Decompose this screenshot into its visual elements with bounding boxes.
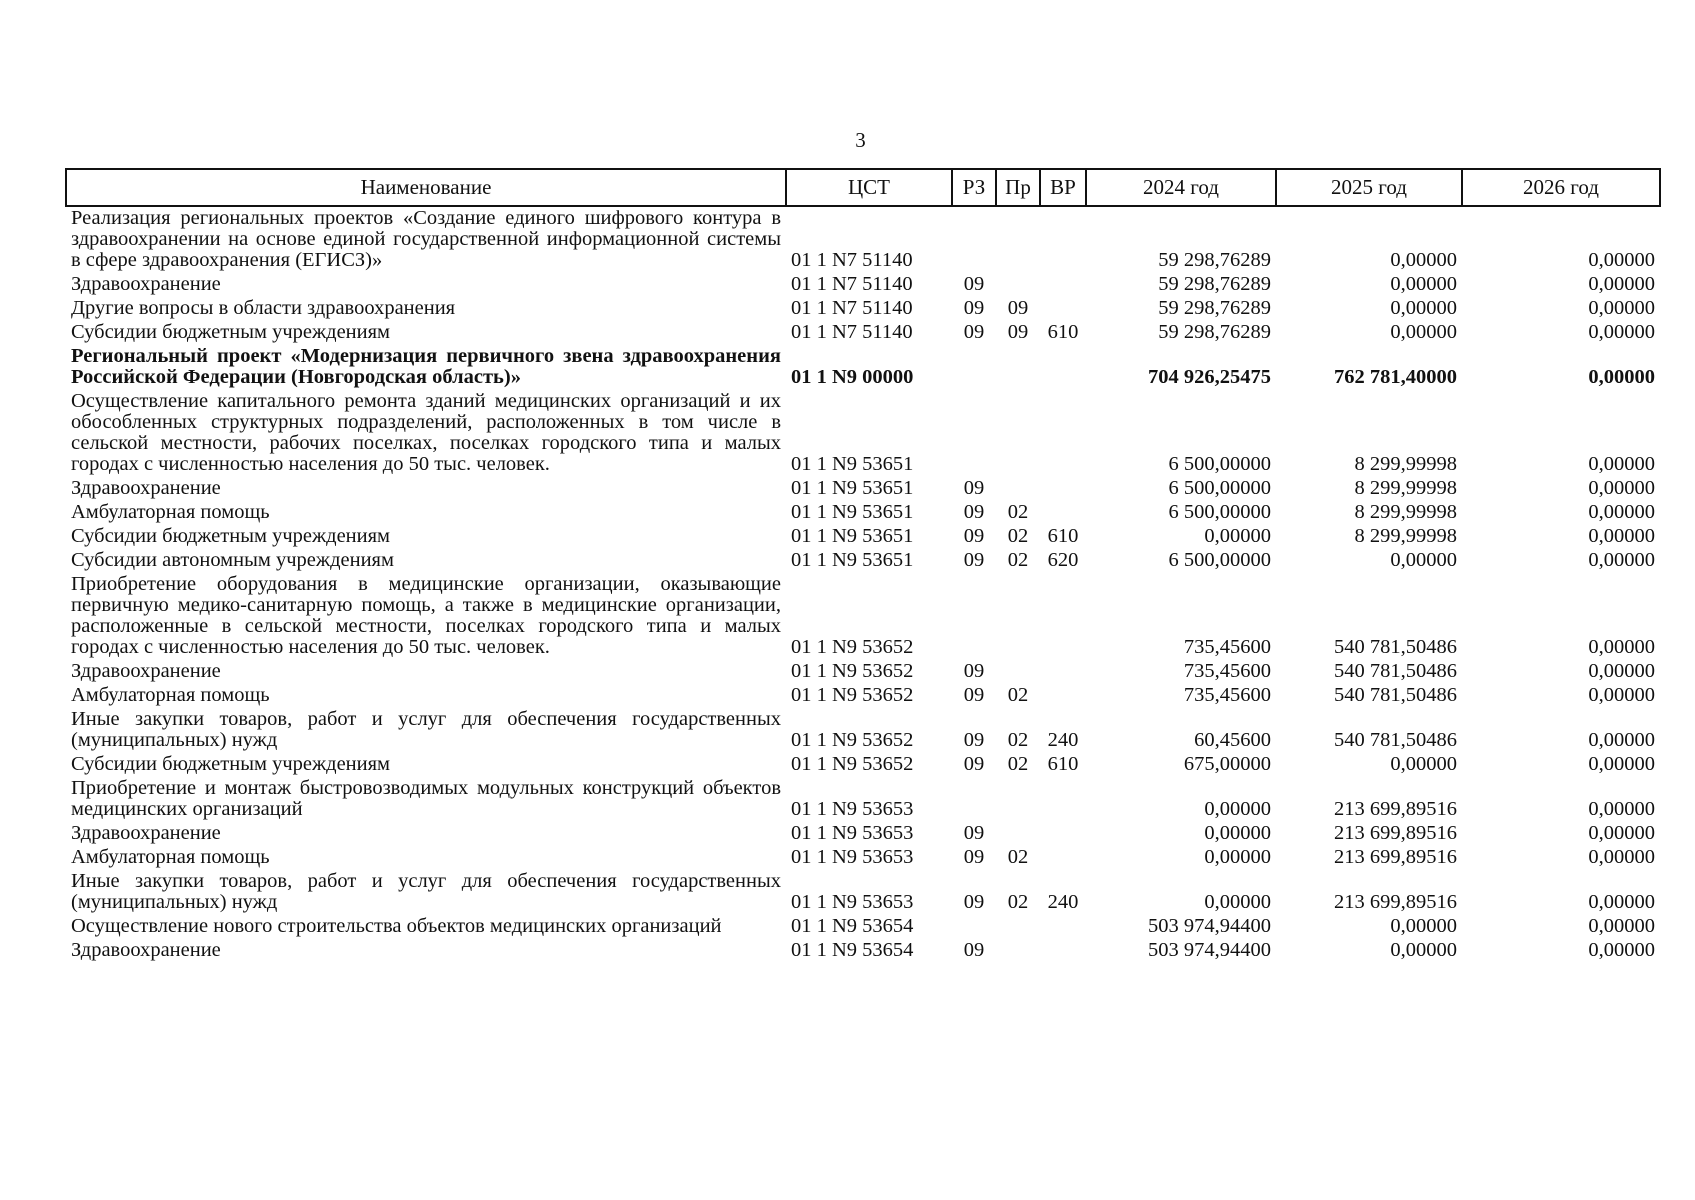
row-amount-2025: 0,00000 [1390, 753, 1457, 775]
header-2026: 2026 год [1462, 169, 1660, 206]
row-amount-2024: 59 298,76289 [1158, 297, 1271, 319]
row-pr [996, 822, 1040, 846]
row-rz [952, 573, 996, 660]
row-cst: 01 1 N9 53654 [791, 915, 914, 937]
row-vr [1040, 660, 1086, 684]
row-vr [1040, 939, 1086, 963]
row-cst: 01 1 N9 53654 [791, 939, 914, 961]
row-name: Субсидии автономным учреждениям [71, 549, 394, 571]
row-name: Субсидии бюджетным учреждениям [71, 321, 391, 343]
row-vr: 240 [1047, 891, 1079, 913]
row-rz: 09 [963, 273, 985, 295]
row-name: Амбулаторная помощь [71, 501, 270, 523]
row-pr [996, 573, 1040, 660]
table-row [66, 321, 1660, 345]
row-vr [1040, 915, 1086, 939]
row-name: Амбулаторная помощь [71, 846, 270, 868]
row-pr [996, 660, 1040, 684]
row-pr [996, 345, 1040, 390]
row-amount-2024: 503 974,94400 [1148, 939, 1271, 961]
row-rz: 09 [963, 891, 985, 913]
row-amount-2025: 8 299,99998 [1354, 453, 1457, 475]
row-amount-2024: 6 500,00000 [1168, 453, 1271, 475]
row-cst: 01 1 N9 53651 [791, 525, 914, 547]
row-amount-2026: 0,00000 [1588, 729, 1655, 751]
row-name: Иные закупки товаров, работ и услуг для обеспечения государственных (муниципальных) нужд [71, 870, 781, 913]
row-pr [996, 915, 1040, 939]
row-amount-2026: 0,00000 [1588, 915, 1655, 937]
row-cst: 01 1 N9 53652 [791, 729, 914, 751]
row-amount-2026: 0,00000 [1588, 939, 1655, 961]
table-row [66, 273, 1660, 297]
row-amount-2024: 0,00000 [1204, 822, 1271, 844]
table-row [66, 684, 1660, 708]
row-amount-2026: 0,00000 [1588, 366, 1655, 388]
row-name: Региональный проект «Модернизация первичного звена здравоохранения Российской Федерации (Новгородская область)» [71, 345, 781, 388]
row-amount-2026: 0,00000 [1588, 846, 1655, 868]
row-cst: 01 1 N7 51140 [791, 297, 913, 319]
table-row [66, 915, 1660, 939]
row-amount-2025: 0,00000 [1390, 915, 1457, 937]
row-vr [1040, 390, 1086, 477]
row-amount-2025: 762 781,40000 [1334, 366, 1457, 388]
row-amount-2025: 0,00000 [1390, 549, 1457, 571]
row-name: Реализация региональных проектов «Создание единого шифрового контура в здравоохранении на основе единой государственной информационной системы в сфере здравоохранения (ЕГИСЗ)» [71, 207, 781, 271]
table-row [66, 501, 1660, 525]
header-vr: ВР [1040, 169, 1086, 206]
header-pr: Пр [996, 169, 1040, 206]
table-row [66, 753, 1660, 777]
row-amount-2024: 59 298,76289 [1158, 273, 1271, 295]
row-cst: 01 1 N9 53652 [791, 753, 914, 775]
row-vr [1040, 297, 1086, 321]
row-amount-2026: 0,00000 [1588, 891, 1655, 913]
row-amount-2025: 540 781,50486 [1334, 660, 1457, 682]
row-cst: 01 1 N9 53652 [791, 660, 914, 682]
row-amount-2024: 503 974,94400 [1148, 915, 1271, 937]
row-rz: 09 [963, 846, 985, 868]
row-cst: 01 1 N9 00000 [791, 366, 914, 388]
row-name: Здравоохранение [71, 939, 221, 961]
row-amount-2024: 675,00000 [1183, 753, 1271, 775]
row-pr: 02 [1007, 549, 1029, 571]
row-cst: 01 1 N9 53653 [791, 846, 914, 868]
row-amount-2025: 540 781,50486 [1334, 729, 1457, 751]
table-row [66, 708, 1660, 753]
row-amount-2026: 0,00000 [1588, 636, 1655, 658]
row-amount-2025: 540 781,50486 [1334, 636, 1457, 658]
row-cst: 01 1 N9 53651 [791, 549, 914, 571]
row-name: Приобретение и монтаж быстровозводимых модульных конструкций объектов медицинских организаций [71, 777, 781, 820]
header-cst: ЦСТ [786, 169, 952, 206]
row-amount-2024: 704 926,25475 [1148, 366, 1271, 388]
row-vr [1040, 345, 1086, 390]
row-amount-2026: 0,00000 [1588, 549, 1655, 571]
header-name: Наименование [66, 169, 786, 206]
row-rz: 09 [963, 660, 985, 682]
row-rz: 09 [963, 501, 985, 523]
row-rz: 09 [963, 684, 985, 706]
table-row [66, 390, 1660, 477]
table-body [66, 206, 1660, 963]
table-row [66, 549, 1660, 573]
row-pr [996, 390, 1040, 477]
row-rz: 09 [963, 297, 985, 319]
table-row [66, 822, 1660, 846]
row-pr [996, 206, 1040, 273]
row-amount-2024: 60,45600 [1194, 729, 1271, 751]
row-pr: 09 [1007, 321, 1029, 343]
row-amount-2024: 0,00000 [1204, 891, 1271, 913]
row-cst: 01 1 N9 53653 [791, 798, 914, 820]
row-pr: 02 [1007, 525, 1029, 547]
row-name: Осуществление капитального ремонта зданий медицинских организаций и их обособленных структурных подразделений, расположенных в том числе в сельской местности, рабочих поселках, поселках городского типа и малых городах с численностью населения до 50 тыс. человек. [71, 390, 781, 475]
row-cst: 01 1 N7 51140 [791, 321, 913, 343]
row-vr [1040, 573, 1086, 660]
row-name: Здравоохранение [71, 273, 221, 295]
table-row [66, 345, 1660, 390]
row-vr [1040, 846, 1086, 870]
row-rz: 09 [963, 939, 985, 961]
row-amount-2025: 213 699,89516 [1334, 822, 1457, 844]
table-row [66, 206, 1660, 273]
row-amount-2025: 8 299,99998 [1354, 477, 1457, 499]
row-rz [952, 345, 996, 390]
table-row [66, 297, 1660, 321]
table-row [66, 870, 1660, 915]
row-amount-2026: 0,00000 [1588, 321, 1655, 343]
row-name: Субсидии бюджетным учреждениям [71, 525, 391, 547]
row-rz [952, 777, 996, 822]
row-pr: 02 [1007, 846, 1029, 868]
budget-table [65, 168, 1661, 963]
row-pr: 09 [1007, 297, 1029, 319]
row-vr: 610 [1047, 525, 1079, 547]
row-rz: 09 [963, 729, 985, 751]
row-amount-2025: 8 299,99998 [1354, 501, 1457, 523]
table-row [66, 573, 1660, 660]
row-pr: 02 [1007, 891, 1029, 913]
row-vr [1040, 273, 1086, 297]
row-amount-2026: 0,00000 [1588, 501, 1655, 523]
row-rz [952, 915, 996, 939]
row-name: Приобретение оборудования в медицинские организации, оказывающие первичную медико-санитарную помощь, а также в медицинские организации, расположенные в сельской местности, поселках городского типа и малых городах с численностью населения до 50 тыс. человек. [71, 573, 781, 658]
row-amount-2024: 735,45600 [1183, 660, 1271, 682]
row-amount-2026: 0,00000 [1588, 660, 1655, 682]
row-rz: 09 [963, 549, 985, 571]
row-amount-2025: 213 699,89516 [1334, 798, 1457, 820]
row-amount-2025: 0,00000 [1390, 939, 1457, 961]
row-vr: 610 [1047, 321, 1079, 343]
row-amount-2026: 0,00000 [1588, 249, 1655, 271]
row-amount-2025: 0,00000 [1390, 321, 1457, 343]
row-pr: 02 [1007, 501, 1029, 523]
header-2025: 2025 год [1276, 169, 1462, 206]
row-amount-2024: 735,45600 [1183, 684, 1271, 706]
table-row [66, 939, 1660, 963]
row-amount-2025: 0,00000 [1390, 273, 1457, 295]
row-cst: 01 1 N9 53651 [791, 453, 914, 475]
row-vr [1040, 501, 1086, 525]
row-vr [1040, 477, 1086, 501]
row-rz: 09 [963, 525, 985, 547]
row-cst: 01 1 N9 53652 [791, 684, 914, 706]
row-pr [996, 777, 1040, 822]
row-name: Здравоохранение [71, 660, 221, 682]
row-rz [952, 206, 996, 273]
row-vr: 240 [1047, 729, 1079, 751]
row-vr [1040, 777, 1086, 822]
page-number: 3 [855, 128, 866, 152]
row-amount-2024: 6 500,00000 [1168, 549, 1271, 571]
row-amount-2025: 8 299,99998 [1354, 525, 1457, 547]
row-amount-2024: 6 500,00000 [1168, 501, 1271, 523]
row-amount-2024: 6 500,00000 [1168, 477, 1271, 499]
table-row [66, 777, 1660, 822]
header-2024: 2024 год [1086, 169, 1276, 206]
row-rz: 09 [963, 321, 985, 343]
row-vr: 620 [1047, 549, 1079, 571]
row-amount-2024: 0,00000 [1204, 798, 1271, 820]
row-name: Иные закупки товаров, работ и услуг для обеспечения государственных (муниципальных) нужд [71, 708, 781, 751]
header-rz: РЗ [952, 169, 996, 206]
row-amount-2025: 0,00000 [1390, 297, 1457, 319]
row-amount-2026: 0,00000 [1588, 297, 1655, 319]
row-cst: 01 1 N9 53651 [791, 501, 914, 523]
row-cst: 01 1 N9 53651 [791, 477, 914, 499]
row-amount-2026: 0,00000 [1588, 453, 1655, 475]
row-vr [1040, 684, 1086, 708]
row-vr [1040, 206, 1086, 273]
row-amount-2024: 735,45600 [1183, 636, 1271, 658]
row-amount-2026: 0,00000 [1588, 753, 1655, 775]
table-row [66, 477, 1660, 501]
row-name: Осуществление нового строительства объектов медицинских организаций [71, 915, 722, 937]
row-pr [996, 939, 1040, 963]
row-vr: 610 [1047, 753, 1079, 775]
table-row [66, 660, 1660, 684]
table-header-row [66, 169, 1660, 206]
row-pr [996, 273, 1040, 297]
row-rz: 09 [963, 753, 985, 775]
row-amount-2024: 0,00000 [1204, 525, 1271, 547]
row-amount-2026: 0,00000 [1588, 684, 1655, 706]
row-amount-2026: 0,00000 [1588, 525, 1655, 547]
row-amount-2026: 0,00000 [1588, 477, 1655, 499]
row-amount-2025: 213 699,89516 [1334, 891, 1457, 913]
row-cst: 01 1 N9 53652 [791, 636, 914, 658]
row-name: Амбулаторная помощь [71, 684, 270, 706]
row-amount-2026: 0,00000 [1588, 798, 1655, 820]
row-amount-2026: 0,00000 [1588, 273, 1655, 295]
row-cst: 01 1 N7 51140 [791, 249, 913, 271]
row-pr: 02 [1007, 684, 1029, 706]
row-pr [996, 477, 1040, 501]
row-amount-2025: 0,00000 [1390, 249, 1457, 271]
row-amount-2026: 0,00000 [1588, 822, 1655, 844]
row-name: Субсидии бюджетным учреждениям [71, 753, 391, 775]
row-pr: 02 [1007, 729, 1029, 751]
row-pr: 02 [1007, 753, 1029, 775]
row-vr [1040, 822, 1086, 846]
row-name: Другие вопросы в области здравоохранения [71, 297, 456, 319]
row-amount-2024: 0,00000 [1204, 846, 1271, 868]
row-amount-2024: 59 298,76289 [1158, 321, 1271, 343]
row-amount-2024: 59 298,76289 [1158, 249, 1271, 271]
row-name: Здравоохранение [71, 477, 221, 499]
row-rz [952, 390, 996, 477]
table-row [66, 846, 1660, 870]
row-cst: 01 1 N9 53653 [791, 822, 914, 844]
row-name: Здравоохранение [71, 822, 221, 844]
row-amount-2025: 213 699,89516 [1334, 846, 1457, 868]
row-cst: 01 1 N7 51140 [791, 273, 913, 295]
row-cst: 01 1 N9 53653 [791, 891, 914, 913]
table-row [66, 525, 1660, 549]
row-amount-2025: 540 781,50486 [1334, 684, 1457, 706]
row-rz: 09 [963, 477, 985, 499]
row-rz: 09 [963, 822, 985, 844]
